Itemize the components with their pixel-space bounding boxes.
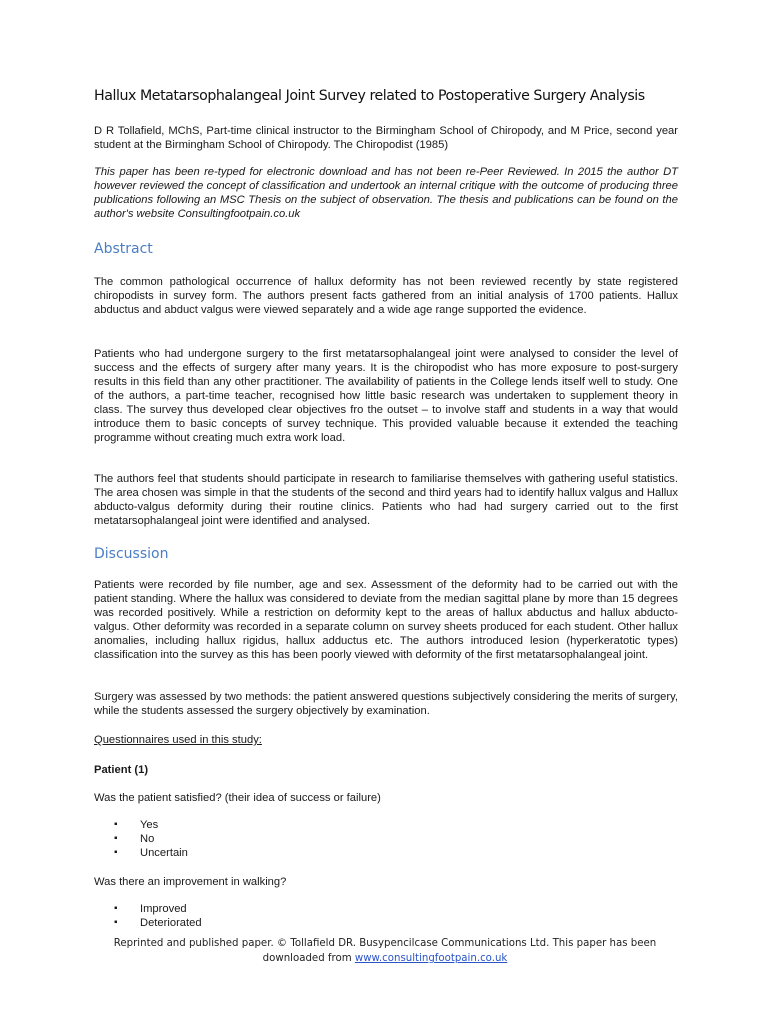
abstract-paragraph-2: Patients who had undergone surgery to the first metatarsophalangeal joint were analysed to consider the level of success and the effects of surgery after many years. It is the chiropodist who has more exposure to post-surgery results in this field than any other practitioner. The availability of patients in the College lends itself well to study. One of the authors, a part-time teacher, recognised how little basic research was undertaken to supplement theory in class. The survey thus developed clear objectives fro the outset – to involve staff and students in a way that would introduce them to basic concepts of survey technique. This provided valuable because it extended the teaching programme without creating much extra work load. (94, 348, 678, 444)
page-footer (0, 936, 770, 966)
website-link[interactable]: www.consultingfootpain.co.uk (354, 953, 508, 964)
list-item: ▪ No (94, 832, 188, 846)
list-item: ▪ Yes (94, 818, 188, 832)
list-item: ▪ Deteriorated (94, 916, 202, 930)
abstract-heading: Abstract (94, 241, 153, 257)
footer-download-text: downloaded from (262, 953, 355, 964)
footer-copyright: Reprinted and published paper. © Tollafield DR. Busypencilcase Communications Ltd. This paper has been (113, 938, 657, 949)
walking-options (94, 902, 202, 930)
question-walking: Was there an improvement in walking? (94, 876, 287, 888)
list-item: ▪ Uncertain (94, 846, 188, 860)
satisfied-options (94, 818, 188, 861)
abstract-paragraph-1: The common pathological occurrence of hallux deformity has not been reviewed recently by state registered chiropodists in survey form. The authors present facts gathered from an initial analysis of 1700 patients. Hallux abductus and abduct valgus were viewed separately and a wide age range supported the evidence. (94, 276, 678, 316)
discussion-heading: Discussion (94, 546, 169, 562)
questionnaires-label: Questionnaires used in this study: (94, 734, 262, 746)
footer-download-line (0, 951, 770, 966)
patient-label: Patient (1) (94, 764, 149, 776)
paper-title: Hallux Metatarsophalangeal Joint Survey related to Postoperative Surgery Analysis (94, 88, 645, 104)
discussion-paragraph-1: Patients were recorded by file number, age and sex. Assessment of the deformity had to be carried out with the patient standing. Where the hallux was considered to deviate from the median sagittal plane by more than 15 degrees was recorded positively. While a restriction on deformity kept to the areas of hallux abductus and hallux abducto-valgus. Other deformity was recorded in a separate column on survey sheets produced for each student. Other hallux anomalies, including hallux rigidus, hallux adductus etc. The authors introduced lesion (hyperkeratotic types) classification into the survey as this has been poorly viewed with deformity of the first metatarsophalangeal joint. (94, 579, 678, 661)
abstract-paragraph-3: The authors feel that students should participate in research to familiarise themselves with gathering useful statistics. The area chosen was simple in that the students of the second and third years had to identify hallux valgus and Hallux abducto-valgus deformity during their routine clinics. Patients who had had surgery carried out to the first metatarsophalangeal joint were identified and analysed. (94, 473, 678, 527)
list-item: ▪ Improved (94, 902, 202, 916)
discussion-paragraph-2: Surgery was assessed by two methods: the patient answered questions subjectively considering the merits of surgery, while the students assessed the surgery objectively by examination. (94, 691, 678, 717)
editorial-note: This paper has been re-typed for electronic download and has not been re-Peer Reviewed. In 2015 the author DT however reviewed the concept of classification and undertook an internal critique with the outcome of producing three publications following an MSC Thesis on the subject of observation. The thesis and publications can be found on the author's website Consultingfootpain.co.uk (94, 166, 678, 220)
author-line: D R Tollafield, MChS, Part-time clinical instructor to the Birmingham School of Chiropody, and M Price, second year student at the Birmingham School of Chiropody. The Chiropodist (1985) (94, 125, 678, 151)
question-satisfied: Was the patient satisfied? (their idea of success or failure) (94, 792, 381, 804)
